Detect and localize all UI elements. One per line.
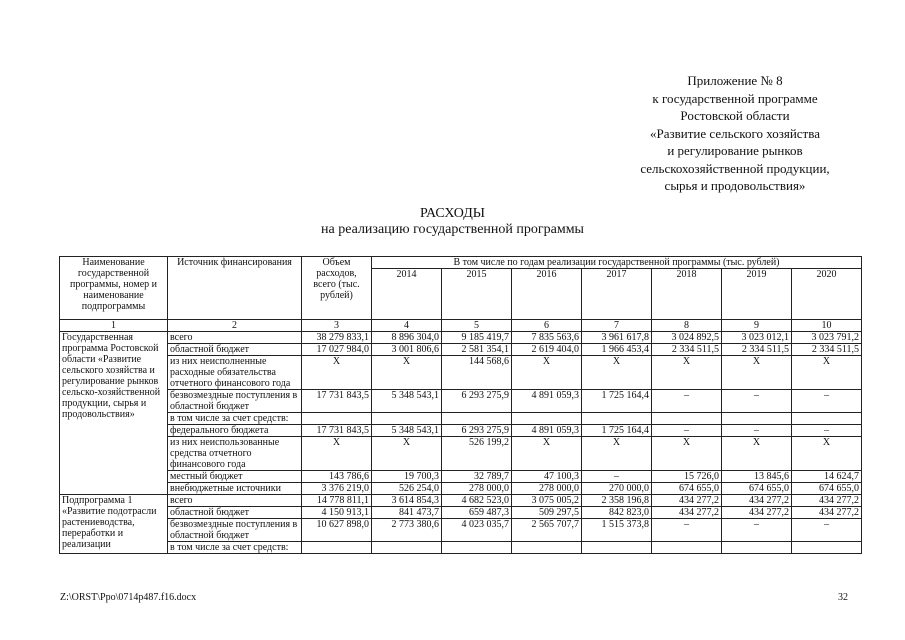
header-year: 2015 [442,269,512,320]
appendix-line: Ростовской области [680,108,790,123]
amount-cell [442,413,512,425]
amount-cell: 13 845,6 [722,471,792,483]
appendix-line: сырья и продовольствия» [664,178,806,193]
column-number: 7 [582,320,652,332]
table-row [60,425,862,437]
amount-cell [652,542,722,554]
amount-cell: 144 568,6 [442,356,512,390]
amount-cell: Х [512,356,582,390]
column-number: 1 [60,320,168,332]
amount-cell: 434 277,2 [792,495,862,507]
amount-cell: 3 023 791,2 [792,332,862,344]
amount-cell: 270 000,0 [582,483,652,495]
amount-cell: 3 614 854,3 [372,495,442,507]
amount-cell: 5 348 543,1 [372,425,442,437]
table-row [60,344,862,356]
amount-cell: 278 000,0 [512,483,582,495]
funding-source-cell: федерального бюджета [168,425,302,437]
amount-cell: 3 024 892,5 [652,332,722,344]
amount-cell [512,542,582,554]
amount-cell: 434 277,2 [652,495,722,507]
amount-cell [792,542,862,554]
amount-cell: 434 277,2 [792,507,862,519]
amount-cell: 17 027 984,0 [302,344,372,356]
title-main: РАСХОДЫ [420,206,485,221]
amount-cell: 47 100,3 [512,471,582,483]
amount-cell [512,413,582,425]
amount-cell: Х [722,356,792,390]
amount-cell: 526 254,0 [372,483,442,495]
amount-cell: Х [582,356,652,390]
title-sub: на реализацию государственной программы [321,222,584,237]
column-number: 6 [512,320,582,332]
funding-source-cell: всего [168,495,302,507]
amount-cell: – [792,519,862,542]
table-row [60,495,862,507]
amount-cell: 434 277,2 [722,495,792,507]
table-row [60,519,862,542]
amount-cell: 32 789,7 [442,471,512,483]
amount-cell: Х [582,437,652,471]
table-row [60,542,862,554]
appendix-line: к государственной программе [652,90,818,106]
amount-cell: 4 023 035,7 [442,519,512,542]
table-row [60,390,862,413]
appendix-line: и регулирование рынков [667,143,803,158]
amount-cell [582,542,652,554]
amount-cell: 4 150 913,1 [302,507,372,519]
amount-cell: 14 778 811,1 [302,495,372,507]
header-year: 2020 [792,269,862,320]
amount-cell: 143 786,6 [302,471,372,483]
amount-cell: 2 619 404,0 [512,344,582,356]
table-row [60,471,862,483]
funding-source-cell: в том числе за счет средств: [168,413,302,425]
funding-source-cell: из них неисполненные расходные обязательства отчетного финансового года [168,356,302,390]
amount-cell: Х [792,437,862,471]
column-number: 8 [652,320,722,332]
amount-cell: Х [652,437,722,471]
amount-cell: 9 185 419,7 [442,332,512,344]
amount-cell [792,413,862,425]
funding-source-cell: безвозмездные поступления в областной бюджет [168,519,302,542]
amount-cell: 434 277,2 [652,507,722,519]
amount-cell: 1 725 164,4 [582,390,652,413]
amount-cell: 674 655,0 [722,483,792,495]
amount-cell: 3 376 219,0 [302,483,372,495]
amount-cell: 3 023 012,1 [722,332,792,344]
header-source: Источник финансирования [168,257,302,320]
amount-cell: 1 725 164,4 [582,425,652,437]
amount-cell [372,542,442,554]
funding-source-cell: из них неиспользованные средства отчетного финансового года [168,437,302,471]
table-row [60,507,862,519]
amount-cell: Х [722,437,792,471]
amount-cell: 659 487,3 [442,507,512,519]
appendix-line: Приложение № 8 [687,73,783,88]
amount-cell: 526 199,2 [442,437,512,471]
header-total: Объем расходов, всего (тыс. рублей) [302,257,372,320]
amount-cell: 4 682 523,0 [442,495,512,507]
amount-cell [722,542,792,554]
amount-cell [582,413,652,425]
footer-file-path: Z:\ORST\Ppo\0714p487.f16.docx [60,592,197,603]
table-body [60,332,862,554]
amount-cell: 509 297,5 [512,507,582,519]
amount-cell: – [722,519,792,542]
amount-cell: 6 293 275,9 [442,425,512,437]
program-name-cell: Подпрограмма 1 «Развитие подотрасли растениеводства, переработки и реализации [60,495,168,554]
amount-cell: 14 624,7 [792,471,862,483]
amount-cell [442,542,512,554]
header-year: 2014 [372,269,442,320]
header-year: 2016 [512,269,582,320]
table-row [60,413,862,425]
amount-cell: 2 773 380,6 [372,519,442,542]
column-number: 4 [372,320,442,332]
amount-cell: 2 358 196,8 [582,495,652,507]
column-number: 5 [442,320,512,332]
amount-cell: 4 891 059,3 [512,390,582,413]
funding-source-cell: всего [168,332,302,344]
column-number: 10 [792,320,862,332]
amount-cell: 5 348 543,1 [372,390,442,413]
amount-cell: – [792,425,862,437]
amount-cell [302,413,372,425]
column-number: 2 [168,320,302,332]
amount-cell: 2 565 707,7 [512,519,582,542]
amount-cell [372,413,442,425]
amount-cell: – [722,425,792,437]
amount-cell: Х [792,356,862,390]
amount-cell: 2 334 511,5 [652,344,722,356]
amount-cell: – [582,471,652,483]
amount-cell: 1 966 453,4 [582,344,652,356]
table-row [60,437,862,471]
funding-source-cell: в том числе за счет средств: [168,542,302,554]
header-name: Наименование государственной программы, номер и наименование подпрограммы [60,257,168,320]
amount-cell [722,413,792,425]
amount-cell: 4 891 059,3 [512,425,582,437]
header-year: 2018 [652,269,722,320]
amount-cell: 7 835 563,6 [512,332,582,344]
amount-cell: Х [652,356,722,390]
amount-cell: 434 277,2 [722,507,792,519]
amount-cell: 674 655,0 [792,483,862,495]
amount-cell: 3 075 005,2 [512,495,582,507]
header-year: 2019 [722,269,792,320]
amount-cell [652,413,722,425]
amount-cell: 2 334 511,5 [722,344,792,356]
amount-cell: 15 726,0 [652,471,722,483]
amount-cell: Х [302,356,372,390]
appendix-line: «Развитие сельского хозяйства [650,125,820,141]
column-number: 9 [722,320,792,332]
amount-cell: 17 731 843,5 [302,425,372,437]
amount-cell: Х [372,437,442,471]
amount-cell: 1 515 373,8 [582,519,652,542]
amount-cell: – [792,390,862,413]
amount-cell: Х [302,437,372,471]
column-number: 3 [302,320,372,332]
amount-cell: 278 000,0 [442,483,512,495]
amount-cell: 841 473,7 [372,507,442,519]
funding-source-cell: внебюджетные источники [168,483,302,495]
expenses-table [59,256,862,554]
amount-cell: Х [372,356,442,390]
funding-source-cell: местный бюджет [168,471,302,483]
program-name-cell: Государственная программа Ростовской области «Развитие сельского хозяйства и регулирование рынков сельско-хозяйственной продукции, сырья и продовольствия» [60,332,168,495]
amount-cell: 674 655,0 [652,483,722,495]
table-row [60,483,862,495]
amount-cell [302,542,372,554]
amount-cell: 6 293 275,9 [442,390,512,413]
amount-cell: – [652,390,722,413]
appendix-block [580,72,890,195]
column-number-row [60,320,862,332]
amount-cell: 3 961 617,8 [582,332,652,344]
amount-cell: 10 627 898,0 [302,519,372,542]
amount-cell: 2 581 354,1 [442,344,512,356]
amount-cell: – [652,519,722,542]
amount-cell: 17 731 843,5 [302,390,372,413]
table-row [60,332,862,344]
appendix-line: сельскохозяйственной продукции, [640,160,830,176]
funding-source-cell: областной бюджет [168,344,302,356]
amount-cell: 3 001 806,6 [372,344,442,356]
header-by-year: В том числе по годам реализации государственной программы (тыс. рублей) [372,257,862,269]
amount-cell: Х [512,437,582,471]
document-title [0,206,905,238]
amount-cell: – [722,390,792,413]
amount-cell: 842 823,0 [582,507,652,519]
funding-source-cell: областной бюджет [168,507,302,519]
header-year: 2017 [582,269,652,320]
funding-source-cell: безвозмездные поступления в областной бюджет [168,390,302,413]
page-number: 32 [838,592,848,603]
amount-cell: – [652,425,722,437]
amount-cell: 19 700,3 [372,471,442,483]
amount-cell: 2 334 511,5 [792,344,862,356]
amount-cell: 38 279 833,1 [302,332,372,344]
amount-cell: 8 896 304,0 [372,332,442,344]
table-row [60,356,862,390]
